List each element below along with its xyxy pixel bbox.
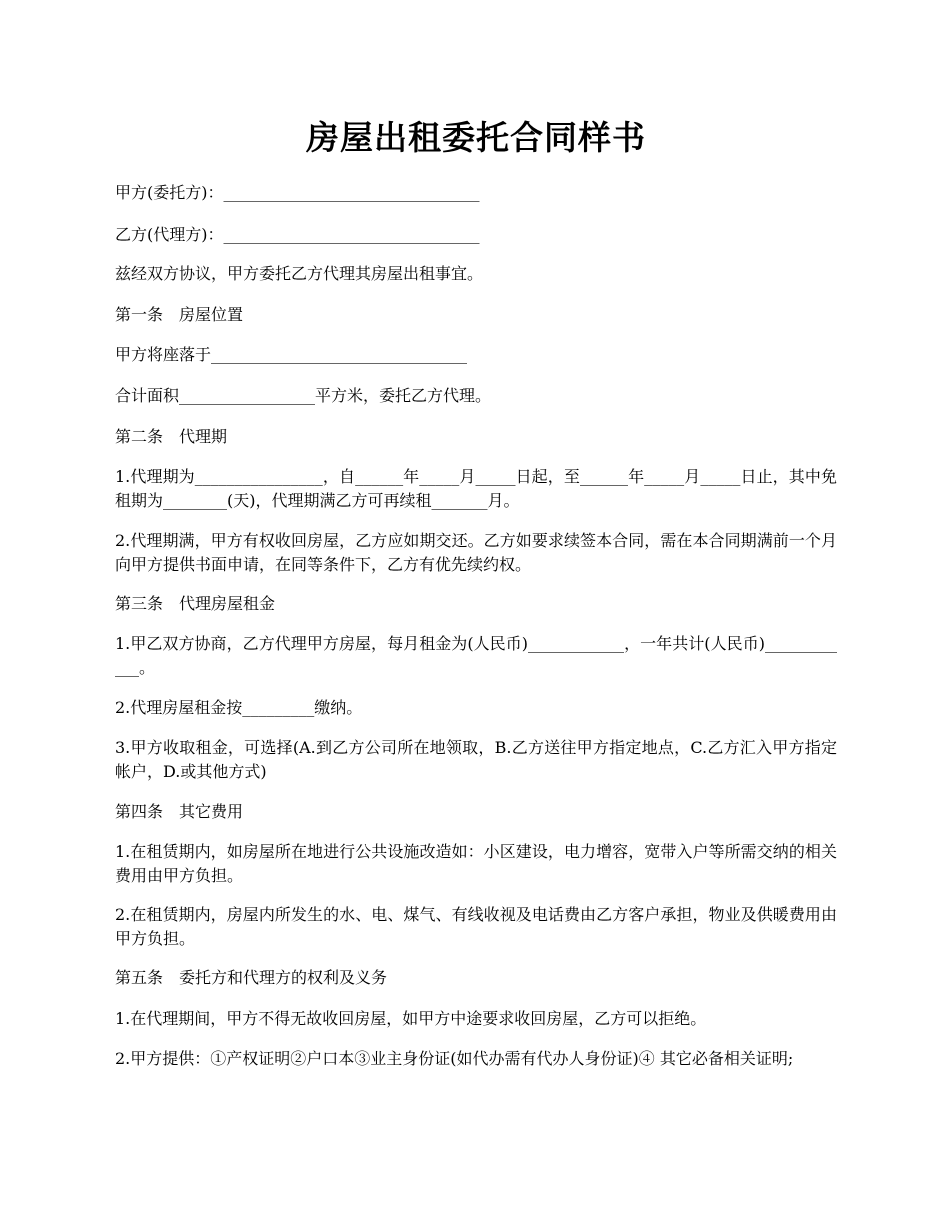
article-4-clause-2: 2.在租赁期内，房屋内所发生的水、电、煤气、有线收视及电话费由乙方客户承担，物业及供暖费用由甲方负担。 <box>115 905 837 948</box>
article-3-clause-1: 1.甲乙双方协商，乙方代理甲方房屋，每月租金为(人民币)____________，一年共计(人民币)____________。 <box>115 634 837 677</box>
party-a-line: 甲方(委托方)：________________________________ <box>115 183 480 202</box>
article-5-clause-2: 2.甲方提供：①产权证明②户口本③业主身份证(如代办需有代办人身份证)④ 其它必备相关证明; <box>115 1049 794 1068</box>
article-3-heading: 第三条 代理房屋租金 <box>115 594 276 613</box>
article-5-heading: 第五条 委托方和代理方的权利及义务 <box>115 968 388 987</box>
article-2-clause-1: 1.代理期为________________，自______年_____月_____日起，至______年_____月_____日止，其中免租期为________(天)，代理期满乙方可再续租_______月。 <box>115 467 837 510</box>
article-5-clause-1: 1.在代理期间，甲方不得无故收回房屋，如甲方中途要求收回房屋，乙方可以拒绝。 <box>115 1009 707 1028</box>
party-b-line: 乙方(代理方)：________________________________ <box>115 225 480 244</box>
article-1-heading: 第一条 房屋位置 <box>115 305 244 324</box>
agreement-intro: 兹经双方协议，甲方委托乙方代理其房屋出租事宜。 <box>115 264 484 283</box>
article-4-heading: 第四条 其它费用 <box>115 802 244 821</box>
article-3-clause-2: 2.代理房屋租金按_________缴纳。 <box>115 698 363 717</box>
article-4-clause-1: 1.在租赁期内，如房屋所在地进行公共设施改造如：小区建设，电力增容，宽带入户等所需交纳的相关费用由甲方负担。 <box>115 842 837 885</box>
article-1-area: 合计面积_________________平方米，委托乙方代理。 <box>115 386 492 405</box>
article-2-clause-2: 2.代理期满，甲方有权收回房屋，乙方应如期交还。乙方如要求续签本合同，需在本合同期满前一个月向甲方提供书面申请，在同等条件下，乙方有优先续约权。 <box>115 531 837 574</box>
document-title: 房屋出租委托合同样书 <box>306 118 646 157</box>
article-1-location: 甲方将座落于________________________________ <box>115 345 468 364</box>
article-2-heading: 第二条 代理期 <box>115 427 228 446</box>
article-3-clause-3: 3.甲方收取租金，可选择(A.到乙方公司所在地领取，B.乙方送往甲方指定地点，C.乙方汇入甲方指定帐户，D.或其他方式) <box>115 738 837 781</box>
